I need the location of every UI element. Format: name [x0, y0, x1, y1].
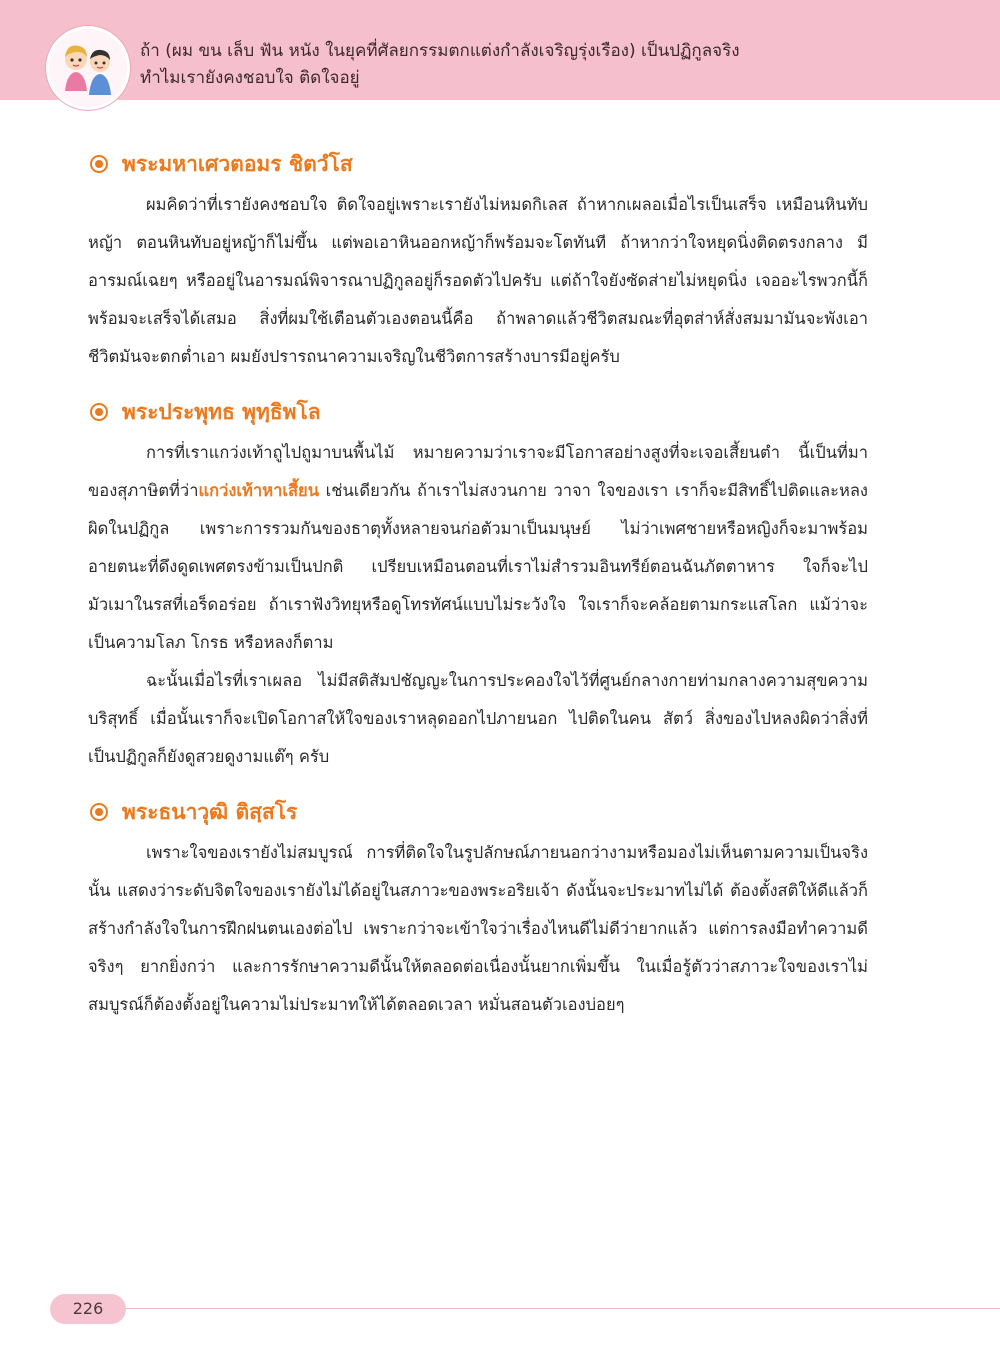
title-line-2: ทำไมเรายังคงชอบใจ ติดใจอยู่: [140, 68, 360, 88]
speaker-name: พระธนาวุฒิ ติสฺสโร: [122, 799, 298, 824]
footer-divider: [120, 1308, 1000, 1309]
answer-paragraph: ผมคิดว่าที่เรายังคงชอบใจ ติดใจอยู่เพราะเรายังไม่หมดกิเลส ถ้าหากเผลอเมื่อไรเป็นเสร็จ เหมือนหินทับหญ้า ตอนหินทับอยู่หญ้าก็ไม่ขึ้น แต่พอเอาหินออกหญ้าก็พร้อมจะโตทันที ถ้าหากว่าใจหยุดนิ่งติดตรงกลาง มีอารมณ์เฉยๆ หรืออยู่ในอารมณ์พิจารณาปฏิกูลอยู่ก็รอดตัวไปครับ แต่ถ้าใจยังซัดส่ายไม่หยุดนิ่ง เจออะไรพวกนี้ก็พร้อมจะเสร็จได้เสมอ สิ่งที่ผมใช้เตือนตัวเองตอนนี้คือ ถ้าพลาดแล้วชีวิตสมณะที่อุตส่าห์สั่งสมมามันจะพังเอา ชีวิตมันจะตกต่ำเอา ผมยังปรารถนาความเจริญในชีวิตการสร้างบารมีอยู่ครับ: [88, 195, 868, 366]
answer-section-3: [88, 790, 868, 1024]
answer-paragraph: ฉะนั้นเมื่อไรที่เราเผลอ ไม่มีสติสัมปชัญญะในการประคองใจไว้ที่ศูนย์กลางกายท่ามกลางความสุขความบริสุทธิ์ เมื่อนั้นเราก็จะเปิดโอกาสให้ใจของเราหลุดออกไปภายนอก ไปติดในคน สัตว์ สิ่งของไปหลงผิดว่าสิ่งที่เป็นปฏิกูลก็ยังดูสวยดูงามแต๊ๆ ครับ: [88, 671, 868, 766]
cartoon-couple-illustration: [46, 26, 130, 110]
chapter-question-title: [140, 38, 980, 92]
speaker-name: พระมหาเศวตอมร ชิตวํโส: [122, 151, 353, 176]
answer-paragraph: เพราะใจของเรายังไม่สมบูรณ์ การที่ติดใจในรูปลักษณ์ภายนอกว่างามหรือมองไม่เห็นตามความเป็นจริงนั้น แสดงว่าระดับจิตใจของเรายังไม่ได้อยู่ในสภาวะของพระอริยเจ้า ดังนั้นจะประมาทไม่ได้ ต้องตั้งสติให้ดีแล้วก็สร้างกำลังใจในการฝึกฝนตนเองต่อไป เพราะกว่าจะเข้าใจว่าเรื่องไหนดีไม่ดีว่ายากแล้ว แต่การลงมือทำความดีจริงๆ ยากยิ่งกว่า และการรักษาความดีนั้นให้ตลอดต่อเนื่องนั้นยากเพิ่มขึ้น ในเมื่อรู้ตัวว่าสภาวะใจของเราไม่สมบูรณ์ก็ต้องตั้งอยู่ในความไม่ประมาทให้ได้ตลอดเวลา หมั่นสอนตัวเองบ่อยๆ: [88, 843, 868, 1014]
speaker-heading: [88, 142, 868, 186]
article-body: [88, 142, 868, 1038]
bullet-circle-icon: [90, 155, 108, 173]
cartoon-couple-icon: [49, 29, 127, 107]
title-line-1: ถ้า (ผม ขน เล็บ ฟัน หนัง ในยุคที่ศัลยกรรมตกแต่งกำลังเจริญรุ่งเรือง) เป็นปฏิกูลจริง: [140, 41, 740, 61]
answer-section-2: [88, 390, 868, 776]
paragraph-text-before: การที่เราแกว่งเท้าถูไปถูมาบนพื้นไม้ หมายความว่าเราจะมีโอกาสอย่างสูงที่จะเจอเสี้ยนตำ นี้เป็นที่มาของสุภาษิตที่ว่า: [88, 443, 868, 500]
header-band: [0, 0, 1000, 100]
answer-paragraph: [88, 434, 868, 662]
speaker-name: พระประพุทธ พุทฺธิพโล: [122, 399, 321, 424]
answer-section-1: [88, 142, 868, 376]
bullet-circle-icon: [90, 803, 108, 821]
page-number: 226: [50, 1294, 126, 1324]
bullet-circle-icon: [90, 403, 108, 421]
paragraph-text-after: เช่นเดียวกัน ถ้าเราไม่สงวนกาย วาจา ใจของเรา เราก็จะมีสิทธิ์ไปติดและหลงผิดในปฏิกูล เพราะการรวมกันของธาตุทั้งหลายจนก่อตัวมาเป็นมนุษย์ ไม่ว่าเพศชายหรือหญิงก็จะมาพร้อมอายตนะที่ดึงดูดเพศตรงข้ามเป็นปกติ เปรียบเหมือนตอนที่เราไม่สำรวมอินทรีย์ตอนฉันภัตตาหาร ใจก็จะไปมัวเมาในรสที่เอร็ดอร่อย ถ้าเราฟังวิทยุหรือดูโทรทัศน์แบบไม่ระวังใจ ใจเราก็จะคล้อยตามกระแสโลก แม้ว่าจะเป็นความโลภ โกรธ หรือหลงก็ตาม: [88, 481, 868, 652]
highlighted-proverb: แกว่งเท้าหาเสี้ยน: [198, 481, 319, 500]
speaker-heading: [88, 790, 868, 834]
speaker-heading: [88, 390, 868, 434]
